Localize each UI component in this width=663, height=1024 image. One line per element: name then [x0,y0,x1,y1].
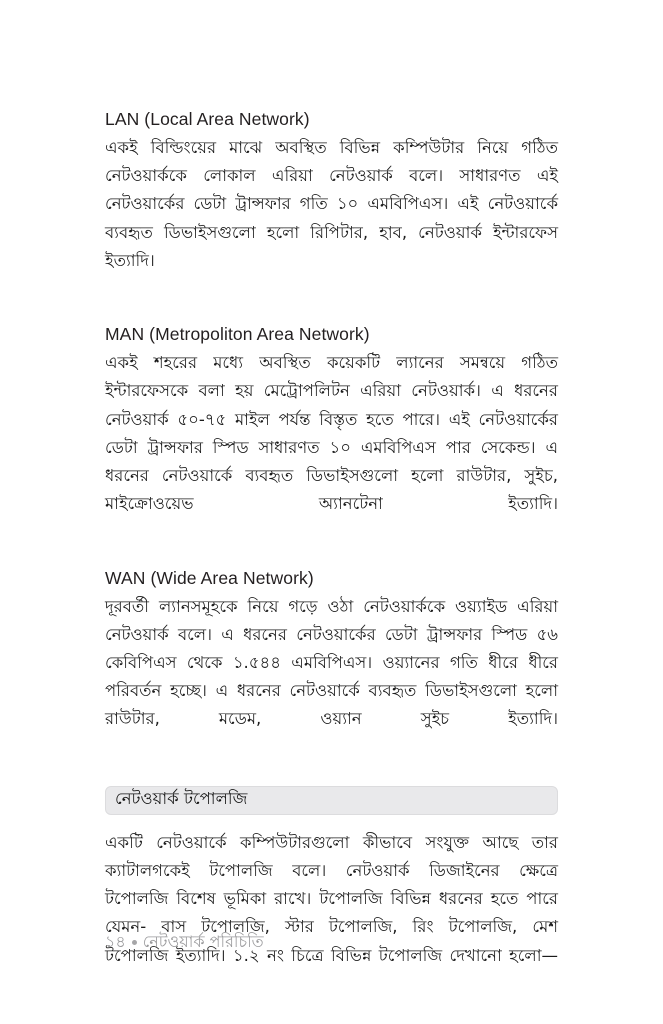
section-wan [105,567,558,762]
section-lan [105,108,558,303]
section-man [105,323,558,546]
bullet-dot-icon [132,940,137,945]
section-body-man: একই শহরের মধ্যে অবস্থিত কয়েকটি ল্যানের সমন্বয়ে গঠিত ইন্টারফেসকে বলা হয় মেট্রোপলিটন এরিয়া নেটওয়ার্ক। এ ধরনের নেটওয়ার্ক ৫০-৭৫ মাইল পর্যন্ত বিস্তৃত হতে পারে। এই নেটওয়ার্কের ডেটা ট্রান্সফার স্পিড সাধারণত ১০ এমবিপিএস পার সেকেন্ড। এ ধরনের নেটওয়ার্কে ব্যবহৃত ডিভাইসগুলো হলো রাউটার, সুইচ, মাইক্রোওয়েভ অ্যানটেনা ইত্যাদি। [105,353,558,514]
page-footer [105,932,264,952]
section-heading-lan: LAN (Local Area Network) [105,109,310,129]
page-content [105,108,558,998]
section-body-lan: একই বিল্ডিংয়ের মাঝে অবস্থিত বিভিন্ন কম্পিউটার নিয়ে গঠিত নেটওয়ার্ককে লোকাল এরিয়া নেটওয়ার্ক বলে। সাধারণত এই নেটওয়ার্কের ডেটা ট্রান্সফার গতি ১০ এমবিপিএস। এই নেটওয়ার্কে ব্যবহৃত ডিভাইসগুলো হলো রিপিটার, হাব, নেটওয়ার্ক ইন্টারফেস ইত্যাদি। [105,138,558,270]
footer-page-number: ১৪ [105,932,126,951]
section-banner-title: নেটওয়ার্ক টপোলজি [115,789,248,809]
footer-chapter-title: নেটওয়ার্ক পরিচিতি [142,932,264,951]
section-heading-wan: WAN (Wide Area Network) [105,567,314,588]
section-body-topology: একটি নেটওয়ার্কে কম্পিউটারগুলো কীভাবে সংযুক্ত আছে তার ক্যাটালগকেই টপোলজি বলে। নেটওয়ার্ক ডিজাইনের ক্ষেত্রে টপোলজি বিশেষ ভূমিকা রাখে। টপোলজি বিভিন্ন ধরনের হতে পারে যেমন- বাস টপোলজি, স্টার টপোলজি, রিং টপোলজি, মেশ টপোলজি ইত্যাদি। ১.২ নং চিত্রে বিভিন্ন টপোলজি দেখানো হলো— [105,832,558,965]
section-body-wan: দূরবর্তী ল্যানসমূহকে নিয়ে গড়ে ওঠা নেটওয়ার্ককে ওয়্যাইড এরিয়া নেটওয়ার্ক বলে। এ ধরনের নেটওয়ার্কের ডেটা ট্রান্সফার স্পিড ৫৬ কেবিপিএস থেকে ১.৫৪৪ এমবিপিএস। ওয়্যানের গতি ধীরে ধীরে পরিবর্তন হচ্ছে। এ ধরনের নেটওয়ার্কে ব্যবহৃত ডিভাইসগুলো হলো রাউটার, মডেম, ওয়্যান সুইচ ইত্যাদি। [105,596,558,729]
section-heading-man: MAN (Metropoliton Area Network) [105,324,370,345]
section-banner-topology [105,786,558,815]
